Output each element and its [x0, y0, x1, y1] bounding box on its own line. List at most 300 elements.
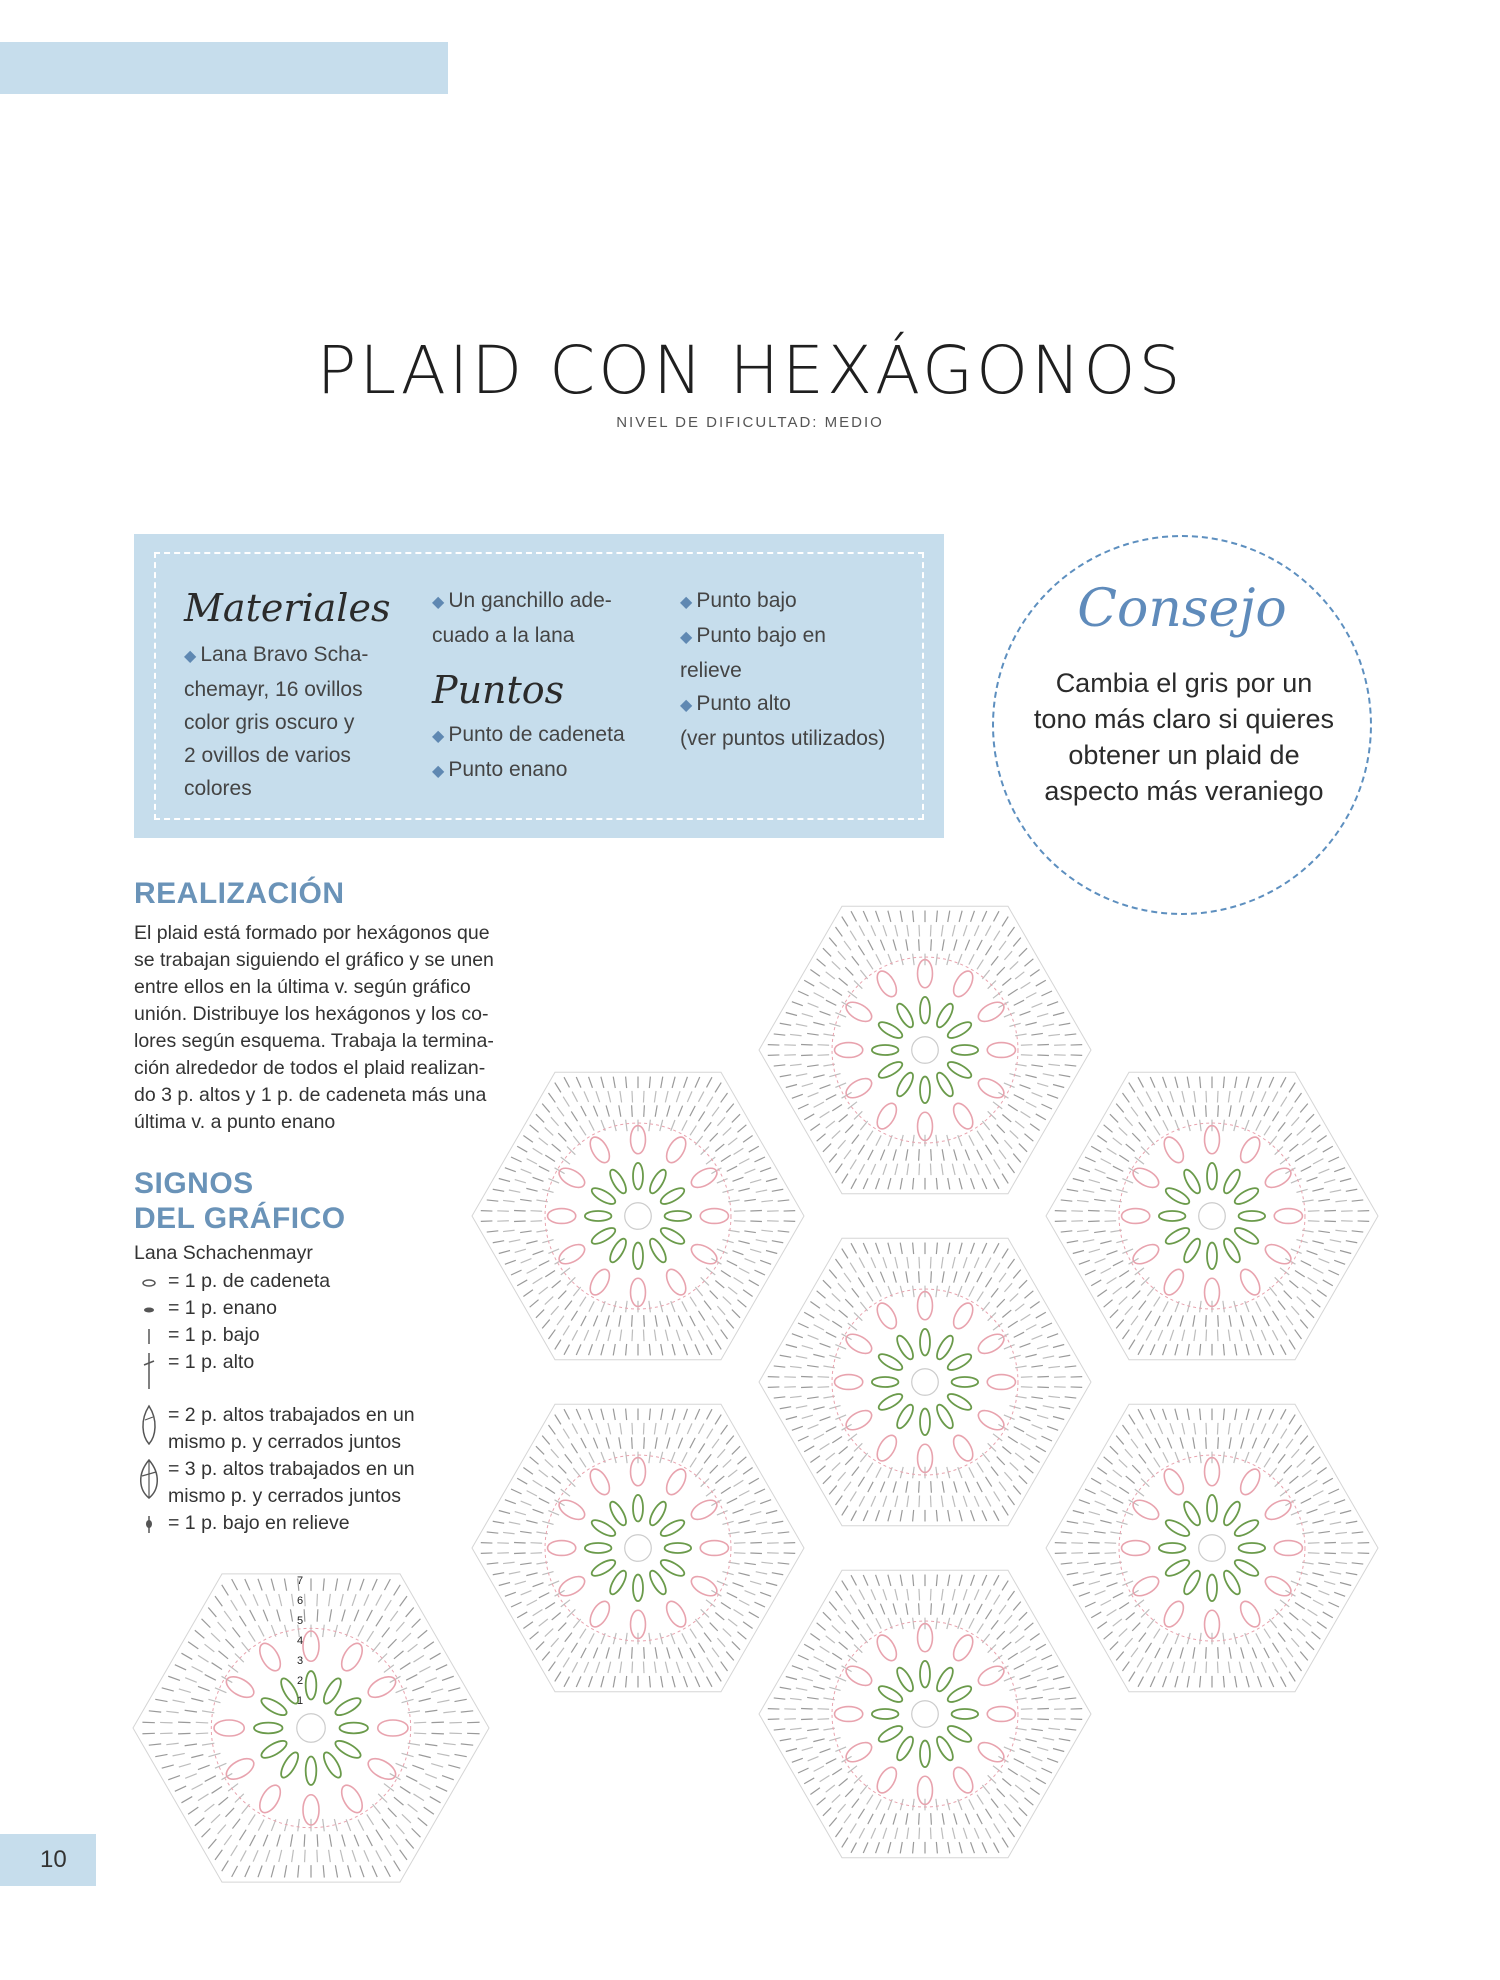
stitch-mark [1119, 1603, 1129, 1609]
stitch-mark [954, 1481, 957, 1492]
green-stitch [633, 1495, 643, 1522]
stitch-mark [523, 1136, 533, 1143]
stitch-mark [802, 1415, 813, 1418]
stitch-mark [198, 1765, 210, 1769]
stitch-mark [936, 1467, 937, 1479]
stitch-mark [1334, 1260, 1345, 1264]
stitch-mark [1073, 1582, 1084, 1585]
pink-chain-ring [211, 1628, 410, 1827]
stitch-mark [284, 1579, 286, 1591]
stitch-mark [871, 925, 876, 936]
stitch-mark [396, 1825, 404, 1834]
stitch-mark [1261, 1423, 1266, 1434]
pink-stitch [1122, 1541, 1150, 1556]
round-number: 7 [297, 1575, 304, 1587]
stitch-mark [1043, 1074, 1054, 1076]
stitch-mark [835, 1496, 842, 1505]
bullet-diamond-icon: ◆ [432, 594, 445, 611]
stitch-mark [726, 1652, 734, 1661]
stitch-mark [931, 1271, 932, 1283]
stitch-mark [808, 1757, 819, 1761]
stitch-mark [239, 1830, 246, 1841]
stitch-mark [888, 1135, 892, 1146]
bullet-diamond-icon: ◆ [432, 728, 445, 745]
green-stitch [1221, 1569, 1243, 1597]
stitch-mark [850, 931, 856, 941]
stitch-mark [906, 1603, 908, 1614]
stitch-mark [542, 1320, 550, 1329]
stitch-mark [539, 1287, 548, 1294]
stitch-mark [766, 1510, 777, 1513]
magic-ring [625, 1535, 652, 1562]
stitch-mark [710, 1465, 718, 1473]
stitch-mark [400, 1786, 410, 1793]
stitch-mark [1021, 1709, 1033, 1710]
text-line: El plaid está formado por hexágonos que [134, 922, 490, 944]
stitch-mark [649, 1344, 650, 1356]
stitch-mark [329, 1609, 331, 1621]
stitch-mark [329, 1834, 331, 1846]
stitch-mark [271, 1579, 274, 1591]
stitch-mark [1308, 1480, 1318, 1486]
green-stitch [1159, 1543, 1186, 1553]
stitch-mark [396, 1622, 404, 1631]
stitch-mark [1008, 1259, 1015, 1268]
green-stitch [877, 1059, 905, 1081]
stitch-mark [817, 1466, 826, 1473]
stitch-mark [564, 1409, 569, 1419]
stitch-mark [589, 1409, 593, 1420]
stitch-mark [804, 1114, 814, 1120]
stitch-mark [958, 1286, 962, 1297]
stitch-mark [715, 1144, 724, 1151]
stitch-mark [969, 1467, 974, 1477]
stitch-mark [1256, 1301, 1261, 1311]
stitch-mark [749, 1612, 759, 1618]
legend-text: = 1 p. alto [168, 1351, 255, 1373]
pink-stitch [1262, 1496, 1294, 1523]
stitch-mark [596, 1423, 600, 1434]
stitch-mark [215, 1850, 222, 1860]
stitch-mark [698, 1424, 703, 1434]
pink-stitch [975, 1330, 1007, 1357]
stitch-mark [378, 1794, 387, 1803]
stitch-mark [358, 1625, 364, 1636]
stitch-mark [1330, 1190, 1341, 1192]
stitch-mark [1313, 1491, 1323, 1496]
stitch-mark [1008, 1828, 1015, 1837]
stitch-mark [1264, 1297, 1270, 1307]
stitch-mark [626, 1301, 627, 1313]
stitch-mark [880, 1814, 884, 1825]
pink-stitch [1122, 1209, 1150, 1224]
stitch-mark [732, 1114, 740, 1122]
pink-stitch [950, 1632, 977, 1664]
stitch-mark [913, 1510, 914, 1522]
stitch-mark [1306, 1310, 1314, 1318]
stitch-mark [412, 1686, 424, 1690]
stitch-mark [792, 1426, 803, 1430]
stitch-mark [820, 1775, 830, 1781]
stitch-mark [1122, 1425, 1129, 1434]
stitch-mark [584, 1423, 589, 1434]
stitch-mark [790, 1064, 802, 1065]
stitch-mark [620, 1091, 622, 1103]
stitch-mark [1281, 1677, 1286, 1687]
stitch-mark [839, 1642, 848, 1649]
stitch-mark [576, 1409, 581, 1420]
stitch-mark [1131, 1316, 1138, 1325]
stitch-mark [1234, 1120, 1237, 1131]
stitch-mark [832, 1625, 840, 1633]
stitch-mark [1037, 1376, 1049, 1377]
stitch-mark [1239, 1423, 1242, 1434]
stitch-mark [185, 1710, 197, 1712]
stitch-mark [1107, 1251, 1118, 1255]
pink-stitch [950, 1432, 977, 1464]
stitch-mark [1104, 1125, 1113, 1132]
pink-stitch [1130, 1164, 1162, 1191]
stitch-mark [1037, 1083, 1048, 1086]
stitch-mark [958, 1467, 962, 1478]
stitch-mark [766, 1250, 777, 1253]
stitch-mark [832, 989, 842, 995]
stitch-mark [1085, 1270, 1096, 1275]
stitch-mark [536, 1114, 544, 1122]
stitch-mark [1104, 1300, 1113, 1307]
stitch-mark [919, 1603, 920, 1615]
stitch-mark [893, 1481, 896, 1492]
pink-stitch [950, 1764, 977, 1796]
stitch-mark [499, 1250, 510, 1253]
green-stitch [877, 1391, 905, 1413]
hook-line: Un ganchillo ade- [448, 589, 612, 612]
stitch-mark [1284, 1623, 1292, 1631]
stitch-mark [1145, 1443, 1151, 1453]
stitch-mark [219, 1797, 229, 1805]
stitch-mark [573, 1287, 580, 1296]
stitch-mark [807, 1065, 819, 1067]
stitch-mark [1206, 1091, 1207, 1103]
stitch-mark [999, 1814, 1006, 1823]
stitch-mark [947, 1618, 950, 1629]
stitch-mark [1037, 1678, 1048, 1681]
stitch-mark [1200, 1301, 1201, 1313]
stitch-mark [1218, 1315, 1219, 1327]
stitch-mark [185, 1774, 197, 1779]
stitch-mark [1289, 1612, 1298, 1619]
green-stitch [659, 1557, 687, 1579]
stitch-mark [335, 1865, 337, 1877]
stitch-mark [1036, 1644, 1046, 1650]
stitch-mark [1167, 1106, 1171, 1117]
stitch-mark [567, 1147, 575, 1155]
stitch-mark [941, 1257, 943, 1269]
stitch-mark [988, 1775, 996, 1783]
stitch-mark [542, 1436, 550, 1445]
stitch-mark [839, 1310, 848, 1317]
stitch-mark [665, 1091, 668, 1102]
stitch-mark [1037, 1708, 1049, 1709]
stitch-mark [1200, 1409, 1201, 1421]
stitch-mark [1126, 1476, 1135, 1483]
stitch-mark [671, 1452, 675, 1463]
pink-stitch [835, 1375, 863, 1390]
stitch-mark [1138, 1677, 1143, 1687]
stitch-mark [1291, 1179, 1302, 1183]
stitch-mark [1281, 1077, 1286, 1087]
stitch-mark [931, 1481, 932, 1493]
stitch-mark [977, 1814, 982, 1824]
stitch-mark [717, 1638, 725, 1647]
stitch-mark [888, 1467, 892, 1478]
stitch-mark [695, 1619, 702, 1628]
stitch-mark [999, 941, 1006, 950]
stitch-mark [838, 1804, 846, 1813]
stitch-mark [644, 1647, 645, 1659]
stitch-mark [706, 1489, 715, 1496]
stitch-mark [871, 1589, 876, 1600]
stitch-mark [376, 1830, 383, 1841]
stitch-mark [1043, 1356, 1054, 1358]
stitch-mark [728, 1470, 737, 1477]
stitch-mark [552, 1476, 561, 1483]
stitch-mark [1193, 1315, 1195, 1326]
stitch-mark [876, 1799, 881, 1809]
stitch-mark [859, 1496, 864, 1506]
stitch-mark [493, 1189, 504, 1191]
stitch-mark [829, 1738, 840, 1741]
green-stitch [1233, 1225, 1261, 1247]
stitch-mark [408, 1743, 420, 1745]
stitch-mark [619, 1315, 621, 1326]
stitch-mark [1323, 1612, 1333, 1618]
stitch-mark [1073, 1250, 1084, 1253]
stitch-mark [1083, 1240, 1094, 1242]
stitch-mark [1269, 1344, 1274, 1355]
stitch-mark [1002, 978, 1011, 985]
stitch-mark [745, 1501, 756, 1505]
stitch-mark [835, 1828, 842, 1837]
stitch-mark [876, 1467, 881, 1477]
stitch-mark [1010, 1293, 1018, 1301]
stitch-mark [596, 1091, 600, 1102]
stitch-mark [1036, 1312, 1046, 1318]
stitch-mark [930, 1589, 931, 1601]
stitch-mark [851, 1575, 856, 1585]
green-stitch [920, 1329, 930, 1356]
stitch-mark [761, 1532, 773, 1533]
stitch-mark [240, 1850, 246, 1861]
stitch-mark [1021, 1646, 1031, 1652]
stitch-mark [868, 1604, 873, 1614]
stitch-mark [1065, 1397, 1077, 1398]
stitch-mark [1145, 1311, 1151, 1321]
stitch-mark [1026, 993, 1036, 998]
stitch-mark [942, 939, 944, 950]
stitch-mark [1264, 1438, 1269, 1448]
stitch-mark [1105, 1211, 1117, 1212]
stitch-mark [323, 1865, 324, 1877]
stitch-mark [520, 1531, 532, 1533]
stitch-mark [786, 1344, 797, 1347]
stitch-mark [835, 1591, 842, 1600]
stitch-mark [1037, 1055, 1049, 1056]
stitch-mark [196, 1722, 208, 1723]
stitch-mark [704, 1454, 711, 1463]
stitch-mark [907, 1257, 909, 1269]
stitch-mark [1095, 1169, 1106, 1173]
stitch-mark [412, 1619, 421, 1628]
stitch-mark [786, 1416, 797, 1419]
stitch-mark [1047, 1094, 1058, 1098]
stitch-mark [721, 1603, 731, 1609]
stitch-mark [406, 1839, 414, 1848]
pink-stitch [1160, 1598, 1187, 1630]
stitch-mark [665, 1330, 668, 1341]
stitch-mark [796, 1024, 807, 1026]
stitch-mark [367, 1631, 374, 1641]
text-line: se trabajan siguiendo el gráfico y se unen [134, 949, 494, 971]
stitch-mark [1129, 1340, 1135, 1350]
stitch-mark [1246, 1344, 1249, 1355]
stitch-mark [548, 1093, 555, 1102]
stitch-mark [1200, 1344, 1201, 1356]
stitch-mark [1047, 1666, 1058, 1670]
stitch-mark [1004, 951, 1012, 960]
stitch-mark [832, 1321, 842, 1327]
stitch-mark [515, 1512, 526, 1515]
materials-line: color gris oscuro y [184, 711, 355, 734]
stitch-mark [1340, 1178, 1351, 1181]
stitch-mark [503, 1562, 515, 1563]
stitch-mark [1306, 1642, 1314, 1650]
stitch-mark [876, 1510, 880, 1521]
green-stitch [607, 1569, 629, 1597]
stitch-mark [963, 1496, 967, 1507]
stitch-mark [888, 1510, 891, 1521]
stitch-mark [1002, 1114, 1011, 1121]
stitch-mark [551, 1306, 559, 1315]
legend-text: = 1 p. bajo [168, 1324, 260, 1346]
stitch-mark [1032, 1335, 1043, 1339]
stitch-mark [832, 1131, 840, 1139]
stitch-mark [1330, 1522, 1341, 1524]
stitch-mark [796, 1074, 807, 1076]
stitch-mark [515, 1581, 526, 1584]
stitch-mark [1113, 1287, 1122, 1294]
stitch-mark [644, 1105, 645, 1117]
stitch-mark [632, 1423, 633, 1435]
stitch-mark [786, 1676, 797, 1679]
stitch-mark [564, 1677, 569, 1687]
stitch-item: Punto alto [696, 692, 791, 715]
stitch-mark [954, 1603, 957, 1614]
stitch-mark [766, 1178, 777, 1181]
green-stitch [659, 1517, 687, 1539]
stitch-mark [173, 1700, 185, 1702]
stitch-mark [913, 1575, 914, 1587]
stitch-mark [1352, 1532, 1364, 1533]
stitch-mark [845, 1457, 853, 1465]
stitch-mark [1308, 1148, 1318, 1154]
stitch-mark [919, 1257, 920, 1269]
stitch-mark [1155, 1648, 1160, 1658]
stitch-mark [1218, 1647, 1219, 1659]
stitch-mark [994, 1575, 999, 1585]
stitch-mark [1308, 1543, 1320, 1544]
stitch-mark [1261, 1091, 1266, 1102]
stitch-mark [772, 1189, 783, 1191]
green-stitch [1181, 1168, 1203, 1196]
stitch-mark [1091, 1146, 1101, 1152]
round-number: 6 [297, 1595, 304, 1607]
stitch-mark [1311, 1125, 1320, 1132]
tip-line: aspecto más veraniego [1044, 776, 1324, 806]
green-stitch [585, 1543, 612, 1553]
stitch-mark [804, 1778, 814, 1784]
stitch-mark [1021, 982, 1031, 988]
stitch-mark [1019, 1280, 1027, 1288]
stitch-mark [880, 1604, 884, 1615]
stitch-mark [567, 1277, 575, 1285]
stitch-mark [1170, 1662, 1174, 1673]
stitch-mark [717, 1511, 728, 1515]
green-stitch [1221, 1500, 1243, 1528]
stitch-mark [993, 991, 1002, 998]
stitch-mark [1095, 1591, 1106, 1595]
stitch-mark [584, 1091, 589, 1102]
stitch-mark [1021, 1775, 1031, 1781]
stitch-mark [876, 954, 881, 964]
stitch-mark [760, 1168, 771, 1172]
pink-stitch [688, 1164, 720, 1191]
stitch-mark [808, 1667, 819, 1671]
stitch-mark [1258, 1676, 1262, 1687]
stitch-mark [715, 1340, 721, 1350]
stitch-mark [687, 1091, 692, 1102]
stitch-mark [360, 1579, 364, 1591]
stitch-mark [1125, 1117, 1133, 1126]
stitch-mark [982, 1842, 987, 1853]
stitch-mark [792, 1666, 803, 1670]
stitch-mark [523, 1622, 533, 1629]
stitch-mark [710, 1623, 718, 1631]
stitch-mark [1291, 1249, 1302, 1253]
stitch-mark [1094, 1531, 1106, 1533]
stitch-mark [880, 1150, 884, 1161]
stitch-mark [545, 1629, 553, 1637]
stitch-mark [728, 1532, 739, 1534]
stitch-mark [671, 1301, 675, 1312]
stitch-mark [743, 1290, 753, 1297]
stitch-mark [851, 1511, 856, 1521]
stitch-mark [823, 1476, 831, 1484]
stitch-mark [649, 1409, 650, 1421]
stitch-mark [1100, 1520, 1111, 1523]
stitch-mark [883, 1257, 887, 1268]
stitch-mark [558, 1623, 566, 1631]
stitch-mark [942, 1481, 944, 1492]
stitch-mark [798, 991, 809, 996]
stitch-mark [963, 1828, 967, 1839]
stitch-mark [1089, 1581, 1100, 1584]
stitch-mark [854, 1645, 862, 1653]
stitch-mark [801, 1055, 813, 1056]
stitch-mark [906, 1271, 908, 1282]
stitch-mark [1041, 1323, 1052, 1328]
stitch-mark [988, 981, 996, 989]
